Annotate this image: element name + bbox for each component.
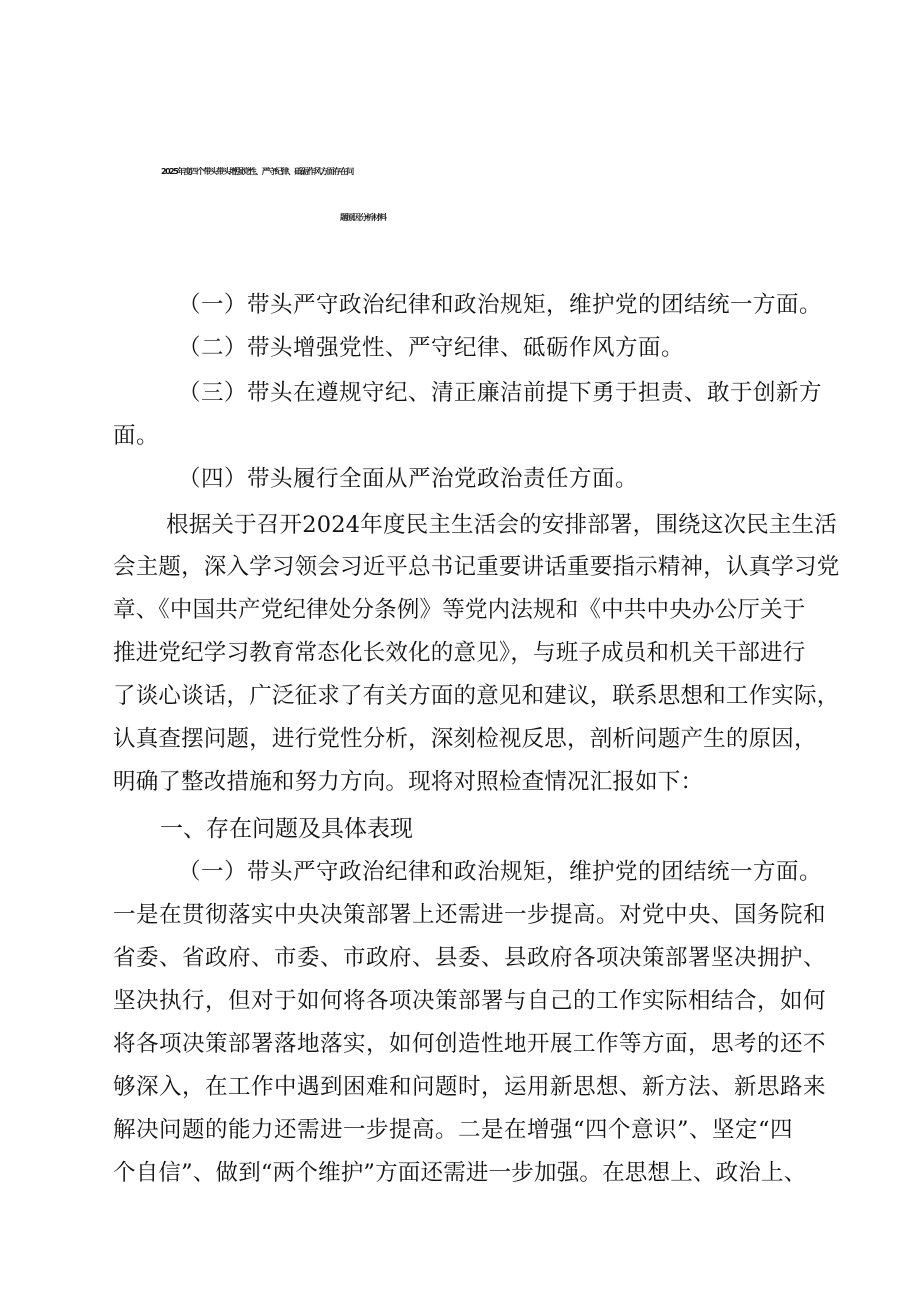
intro-line-6: 认真查摆问题，进行党性分析，深刻检视反思，剖析问题产生的原因， [113,726,817,752]
section-1-heading: 一、存在问题及具体表现 [160,816,413,842]
intro-line-7: 明确了整改措施和努力方向。现将对照检查情况汇报如下： [113,769,704,795]
intro-line-4: 推进党纪学习教育常态化长效化的意见》，与班子成员和机关干部进行 [113,640,806,666]
document-title-line-2: 题原因分析材料 [340,213,386,222]
outline-item-3: （三）带头在遵规守纪、清正廉洁前提下勇于担责、敢于创新方 [178,380,823,406]
outline-item-3-continued: 面。 [113,423,160,449]
section-1-line-4: 坚决执行，但对于如何将各项决策部署与自己的工作实际相结合，如何 [113,988,827,1014]
section-1-line-3: 省委、省政府、市委、市政府、县委、县政府各项决策部署坚决拥护、 [113,945,827,971]
section-1-line-1: （一）带头严守政治纪律和政治规矩，维护党的团结统一方面。 [178,859,823,885]
section-1-line-8: 个自信”、做到“两个维护”方面还需进一步加强。在思想上、政治上、 [113,1160,807,1186]
section-1-line-2: 一是在贯彻落实中央决策部署上还需进一步提高。对党中央、国务院和 [113,902,827,928]
document-title-line-1: 2025年度四个带头带头增强党性、严守纪律、砥砺作风方面存在问 [161,167,353,176]
outline-item-1: （一）带头严守政治纪律和政治规矩，维护党的团结统一方面。 [178,292,823,318]
section-1-line-6: 够深入，在工作中遇到困难和问题时，运用新思想、新方法、新思路来 [113,1074,827,1100]
intro-line-3: 章、《中国共产党纪律处分条例》等党内法规和《中共中央办公厅关于 [113,597,806,623]
intro-line-5: 了谈心谈话，广泛征求了有关方面的意见和建议，联系思想和工作实际， [113,683,840,709]
outline-item-2: （二）带头增强党性、严守纪律、砥砺作风方面。 [178,335,685,361]
intro-line-2: 会主题，深入学习领会习近平总书记重要讲话重要指示精神，认真学习党 [113,554,840,580]
outline-item-4: （四）带头履行全面从严治党政治责任方面。 [178,466,639,492]
section-1-line-5: 将各项决策部署落地落实，如何创造性地开展工作等方面，思考的还不 [113,1031,827,1057]
intro-line-1: 根据关于召开2024年度民主生活会的安排部署，围绕这次民主生活 [166,512,837,538]
section-1-line-7: 解决问题的能力还需进一步提高。二是在增强“四个意识”、坚定“四 [113,1117,794,1143]
